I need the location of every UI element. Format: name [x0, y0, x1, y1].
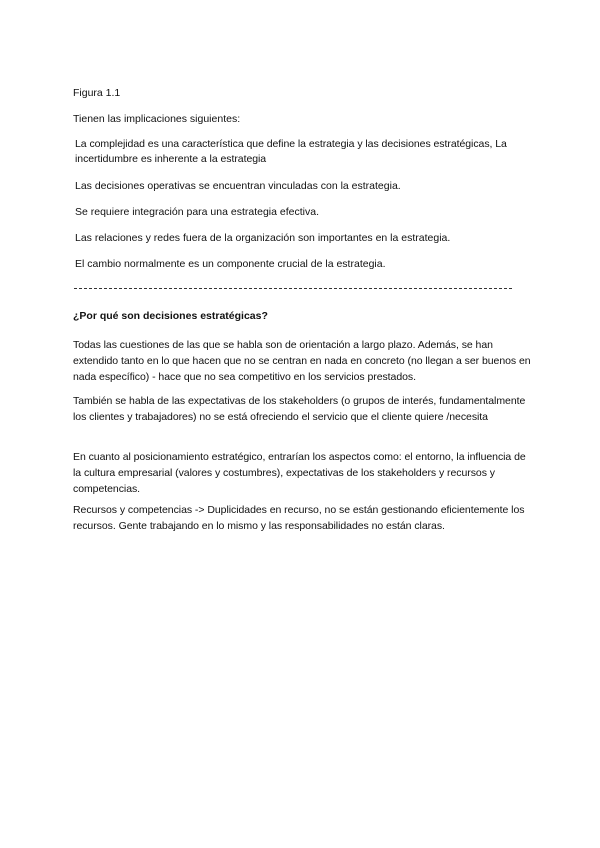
implication-item: La complejidad es una característica que define la estrategia y las decisiones estratégicas, La incertidumbre es inherente a la estrategia: [75, 138, 507, 165]
paragraph: Todas las cuestiones de las que se habla son de orientación a largo plazo. Además, se han extendido tanto en lo que hacen que no se centran en nada en concreto (no llegan a ser buenos en nada específico) - hace que no sea competitivo en los servicios prestados.: [73, 339, 531, 383]
paragraph: En cuanto al posicionamiento estratégico, entrarían los aspectos como: el entorno, la influencia de la cultura empresarial (valores y costumbres), expectativas de los stakeholders y recursos y competencias.: [73, 451, 526, 495]
dashed-separator: [74, 288, 512, 289]
paragraph: Recursos y competencias -> Duplicidades en recurso, no se están gestionando eficientemente los recursos. Gente trabajando en lo mismo y las responsabilidades no están claras.: [73, 504, 525, 532]
intro-text: Tienen las implicaciones siguientes:: [73, 113, 241, 125]
paragraph: También se habla de las expectativas de los stakeholders (o grupos de interés, fundamentalmente los clientes y trabajadores) no se está ofreciendo el servicio que el cliente quiere /necesita: [73, 395, 526, 423]
implication-item: El cambio normalmente es un componente crucial de la estrategia.: [75, 258, 386, 270]
figure-label: Figura 1.1: [73, 87, 121, 99]
implication-item: Las relaciones y redes fuera de la organización son importantes en la estrategia.: [75, 232, 451, 244]
section-heading: ¿Por qué son decisiones estratégicas?: [73, 310, 268, 322]
implication-item: Las decisiones operativas se encuentran vinculadas con la estrategia.: [75, 180, 401, 192]
implication-item: Se requiere integración para una estrategia efectiva.: [75, 206, 319, 218]
